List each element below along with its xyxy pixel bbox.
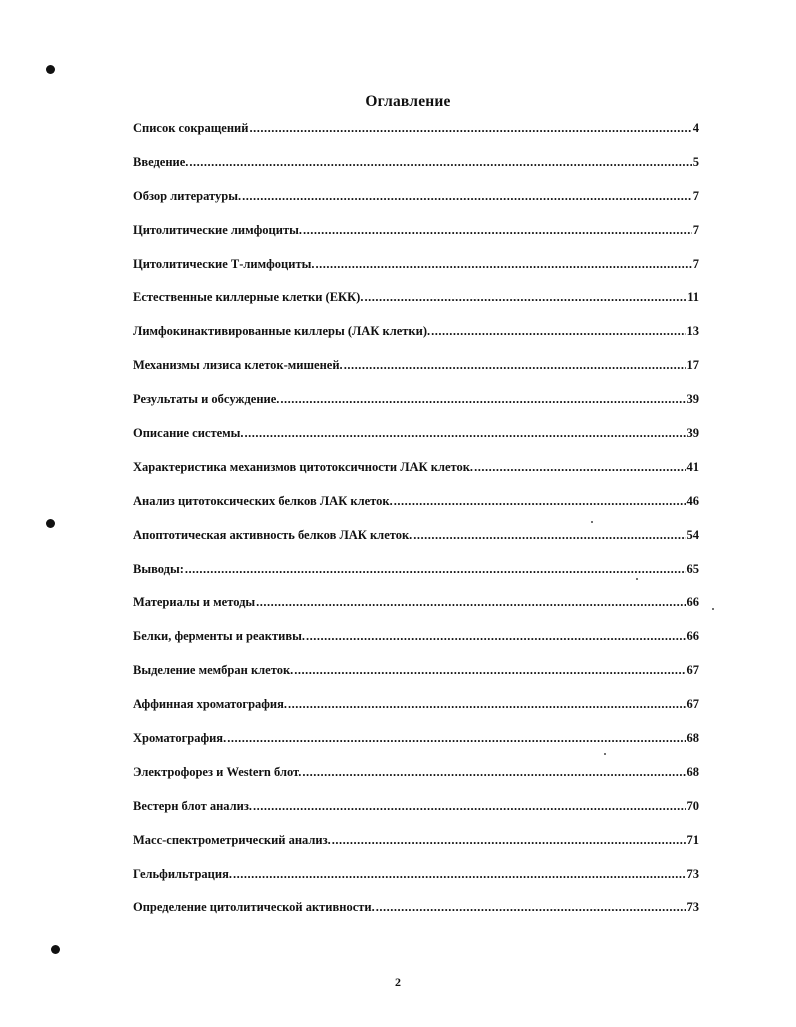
toc-dot-leader <box>256 595 685 610</box>
toc-entry-page: 7 <box>692 222 699 237</box>
toc-entry-title: Белки, ферменты и реактивы. <box>133 629 305 644</box>
toc-dot-leader <box>344 358 686 373</box>
toc-dot-leader <box>474 460 685 475</box>
toc-entry[interactable] <box>133 189 699 223</box>
toc-entry-page: 71 <box>686 832 699 847</box>
toc-entry[interactable] <box>133 426 699 460</box>
toc-entry-page: 67 <box>686 663 699 678</box>
toc-entry-page: 39 <box>686 392 699 407</box>
toc-entry-title: Цитолитические лимфоциты. <box>133 222 302 237</box>
toc-dot-leader <box>189 155 691 170</box>
toc-entry-title: Электрофорез и Western блот. <box>133 764 302 779</box>
toc-entry-title: Выводы: <box>133 561 184 576</box>
toc-entry-page: 39 <box>686 426 699 441</box>
toc-entry[interactable] <box>133 358 699 392</box>
toc-heading: Оглавление <box>365 93 451 110</box>
toc-entry-page: 7 <box>692 256 699 271</box>
toc-entry[interactable] <box>133 799 699 833</box>
toc-entry-title: Аффинная хроматография. <box>133 697 288 712</box>
toc-entry[interactable] <box>133 290 699 324</box>
toc-entry-title: Лимфокинактивированные киллеры (ЛАК клетки). <box>133 324 431 339</box>
toc-dot-leader <box>394 494 686 509</box>
toc-entry-title: Характеристика механизмов цитотоксичности ЛАК клеток. <box>133 459 474 474</box>
page-number: 2 <box>395 975 401 989</box>
toc-dot-leader <box>245 426 686 441</box>
toc-entry[interactable] <box>133 562 699 596</box>
toc-entry-title: Апоптотическая активность белков ЛАК клеток. <box>133 527 413 542</box>
toc-dot-leader <box>288 697 685 712</box>
toc-entry-title: Введение. <box>133 154 189 169</box>
toc-entry-title: Материалы и методы <box>133 595 256 610</box>
toc-entry-title: Гельфильтрация. <box>133 866 232 881</box>
scan-speck <box>712 608 714 610</box>
toc-entry-page: 68 <box>686 764 699 779</box>
toc-entry-title: Естественные киллерные клетки (ЕКК). <box>133 290 364 305</box>
toc-dot-leader <box>242 189 692 204</box>
toc-dot-leader <box>302 765 685 780</box>
toc-entry-page: 13 <box>686 324 699 339</box>
toc-entry-title: Выделение мембран клеток. <box>133 663 294 678</box>
toc-entry[interactable] <box>133 223 699 257</box>
toc-entry-page: 46 <box>686 493 699 508</box>
punch-hole-mark <box>46 519 55 528</box>
toc-entry-page: 67 <box>686 697 699 712</box>
toc-dot-leader <box>185 562 686 577</box>
toc-entry-title: Хроматография. <box>133 731 227 746</box>
toc-entry-page: 68 <box>686 731 699 746</box>
toc-dot-leader <box>332 833 686 848</box>
toc-entry[interactable] <box>133 765 699 799</box>
toc-entry-title: Цитолитические Т-лимфоциты. <box>133 256 315 271</box>
toc-entry[interactable] <box>133 731 699 765</box>
toc-entry-page: 7 <box>692 188 699 203</box>
toc-dot-leader <box>249 121 691 136</box>
toc-entry-title: Описание системы. <box>133 426 244 441</box>
toc-entry[interactable] <box>133 595 699 629</box>
toc-entry-page: 5 <box>692 154 699 169</box>
toc-dot-leader <box>253 799 685 814</box>
toc-entry[interactable] <box>133 121 699 155</box>
toc-entry[interactable] <box>133 528 699 562</box>
toc-entry-page: 17 <box>686 358 699 373</box>
punch-hole-mark <box>51 945 60 954</box>
toc-entry-title: Механизмы лизиса клеток-мишеней. <box>133 358 343 373</box>
toc-dot-leader <box>315 257 691 272</box>
toc-entry-title: Список сокращений <box>133 121 249 135</box>
toc-list <box>133 121 699 934</box>
toc-dot-leader <box>306 629 686 644</box>
toc-entry-page: 66 <box>686 629 699 644</box>
toc-dot-leader <box>413 528 685 543</box>
toc-entry-title: Результаты и обсуждение. <box>133 392 280 407</box>
toc-entry-page: 54 <box>686 527 699 542</box>
toc-dot-leader <box>364 290 686 305</box>
toc-entry-page: 66 <box>686 595 699 610</box>
toc-entry-page: 65 <box>686 561 699 576</box>
toc-dot-leader <box>303 223 692 238</box>
toc-dot-leader <box>376 900 686 915</box>
toc-entry-title: Определение цитолитической активности. <box>133 900 375 915</box>
toc-entry-page: 73 <box>686 900 699 915</box>
toc-entry[interactable] <box>133 697 699 731</box>
toc-dot-leader <box>431 324 685 339</box>
toc-dot-leader <box>280 392 685 407</box>
toc-entry[interactable] <box>133 663 699 697</box>
toc-dot-leader <box>227 731 685 746</box>
toc-entry[interactable] <box>133 629 699 663</box>
toc-entry-page: 41 <box>686 459 699 474</box>
toc-entry[interactable] <box>133 324 699 358</box>
toc-entry[interactable] <box>133 392 699 426</box>
toc-entry-title: Масс-спектрометрический анализ. <box>133 832 331 847</box>
toc-entry[interactable] <box>133 494 699 528</box>
toc-entry-title: Вестерн блот анализ. <box>133 798 253 813</box>
toc-dot-leader <box>294 663 685 678</box>
toc-entry[interactable] <box>133 257 699 291</box>
toc-entry-page: 70 <box>686 798 699 813</box>
toc-entry-page: 73 <box>686 866 699 881</box>
toc-entry[interactable] <box>133 155 699 189</box>
toc-entry-title: Анализ цитотоксических белков ЛАК клеток. <box>133 493 393 508</box>
toc-entry[interactable] <box>133 460 699 494</box>
toc-dot-leader <box>233 867 686 882</box>
toc-entry[interactable] <box>133 900 699 934</box>
punch-hole-mark <box>46 65 55 74</box>
toc-entry-page: 11 <box>687 290 699 305</box>
toc-entry[interactable] <box>133 867 699 901</box>
toc-entry[interactable] <box>133 833 699 867</box>
toc-entry-page: 4 <box>692 121 699 135</box>
toc-entry-title: Обзор литературы. <box>133 188 242 203</box>
